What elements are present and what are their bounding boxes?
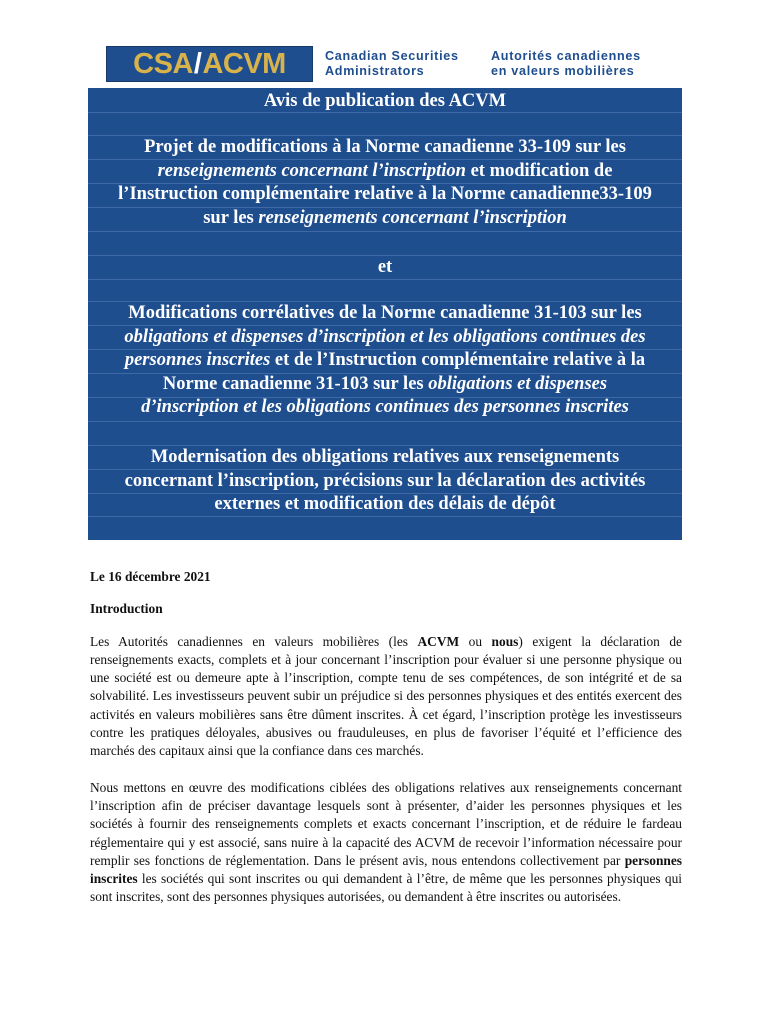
org-fr-line1: Autorités canadiennes	[491, 49, 641, 63]
org-name-french	[491, 49, 641, 79]
banner-s2-line1: Modifications corrélatives de la Norme canadienne 31-103 sur les	[128, 303, 642, 323]
csa-acvm-logo	[106, 46, 313, 82]
banner-et: et	[377, 257, 393, 277]
org-en-line1: Canadian Securities	[325, 49, 459, 63]
publication-date: Le 16 décembre 2021	[90, 569, 211, 584]
banner-s3-line1: Modernisation des obligations relatives aux renseignements	[150, 447, 620, 467]
banner-section-1	[88, 136, 682, 230]
banner-s1-line2-italic: renseignements concernant l’inscription	[157, 160, 466, 181]
banner-s2-line2	[88, 326, 682, 350]
banner-s2-line3-italic: personnes inscrites	[124, 350, 271, 370]
banner-s2-line4-italic: obligations et dispenses	[428, 373, 608, 394]
header	[106, 46, 666, 82]
banner-rule	[88, 231, 682, 232]
banner-s3-line2: concernant l’inscription, précisions sur la déclaration des activités	[124, 470, 646, 491]
banner-rule	[88, 421, 682, 422]
document-body	[90, 568, 682, 925]
banner-s1-line3: l’Instruction complémentaire relative à la Norme canadienne33-109	[118, 184, 652, 204]
org-fr-line2: en valeurs mobilières	[491, 64, 635, 78]
banner-s1-line4	[88, 207, 682, 231]
p1-term-nous: nous	[491, 633, 519, 649]
banner-s2-line4	[88, 373, 682, 397]
banner-s1-line2-rest: et modification de	[465, 160, 613, 181]
banner-s3-line3: externes et modification des délais de dépôt	[214, 494, 556, 514]
banner-s1-line4-pre: sur les	[203, 207, 259, 228]
p1-term-acvm: ACVM	[417, 633, 460, 649]
banner-s2-line3-rest: et de l’Instruction complémentaire relative à la	[270, 350, 646, 370]
p2-term-personnes-inscrites: personnes inscrites	[90, 852, 682, 887]
org-name-english	[325, 49, 491, 79]
banner-s2-line4-pre: Norme canadienne 31-103 sur les	[162, 373, 429, 394]
p1-text-a: Les Autorités canadiennes en valeurs mobilières (les	[90, 633, 418, 649]
title-banner	[88, 88, 682, 540]
banner-title: Avis de publication des ACVM	[263, 91, 507, 111]
p2-text-a: Nous mettons en œuvre des modifications ciblées des obligations relatives aux renseignements concernant l’inscription afin de préciser davantage lesquels sont à présenter, d’aider les personnes physiques et les sociétés à fournir des renseignements complets et exacts concernant l’inscription, et de réduire le fardeau réglementaire qui y est associé, sans nuire à la capacité des ACVM de recevoir l’information nécessaire pour remplir ses fonctions de réglementation. Dans le présent avis, nous entendons collectivement par	[90, 779, 682, 868]
org-names	[325, 49, 641, 79]
p1-text-c: ou	[459, 633, 492, 649]
banner-s2-line3	[88, 349, 682, 373]
banner-s1-line1: Projet de modifications à la Norme canadienne 33-109 sur les	[144, 137, 626, 157]
banner-s2-line5	[88, 396, 682, 420]
paragraph-1	[90, 633, 682, 761]
banner-section-2	[88, 302, 682, 420]
banner-s1-line4-italic: renseignements concernant l’inscription	[258, 207, 567, 228]
banner-section-3	[88, 446, 682, 517]
banner-s2-line2-italic: obligations et dispenses d’inscription et les obligations continues des	[124, 326, 646, 347]
paragraph-2	[90, 779, 682, 907]
logo-acvm: ACVM	[202, 47, 286, 80]
p1-text-e: ) exigent la déclaration de renseignements exacts, complets et à jour concernant l’inscription pour évaluer si une personne physique ou une société est ou demeure apte à l’inscription, compte tenu de ses compétences, de son intégrité et de sa solvabilité. Les investisseurs peuvent subir un préjudice si des personnes physiques et des entités exercent des activités en valeurs mobilières sans être dûment inscrites. À cet égard, l’inscription protège les investisseurs contre les pratiques déloyales, abusives ou frauduleuses, en plus de favoriser l’équité et l’efficience des marchés des capitaux ainsi que la confiance dans ces marchés.	[90, 633, 682, 759]
logo-slash: /	[193, 47, 202, 80]
org-en-line2: Administrators	[325, 64, 425, 78]
logo-csa: CSA	[133, 47, 193, 80]
p2-text-c: les sociétés qui sont inscrites ou qui demandent à l’être, de même que les personnes physiques qui sont inscrites, sont des personnes physiques autorisées, ou demandent à être inscrites ou autorisées.	[90, 871, 682, 905]
section-heading-introduction: Introduction	[90, 601, 163, 617]
banner-s2-line5-italic: d’inscription et les obligations continues des personnes inscrites	[141, 397, 629, 417]
banner-s1-line2	[88, 160, 682, 184]
